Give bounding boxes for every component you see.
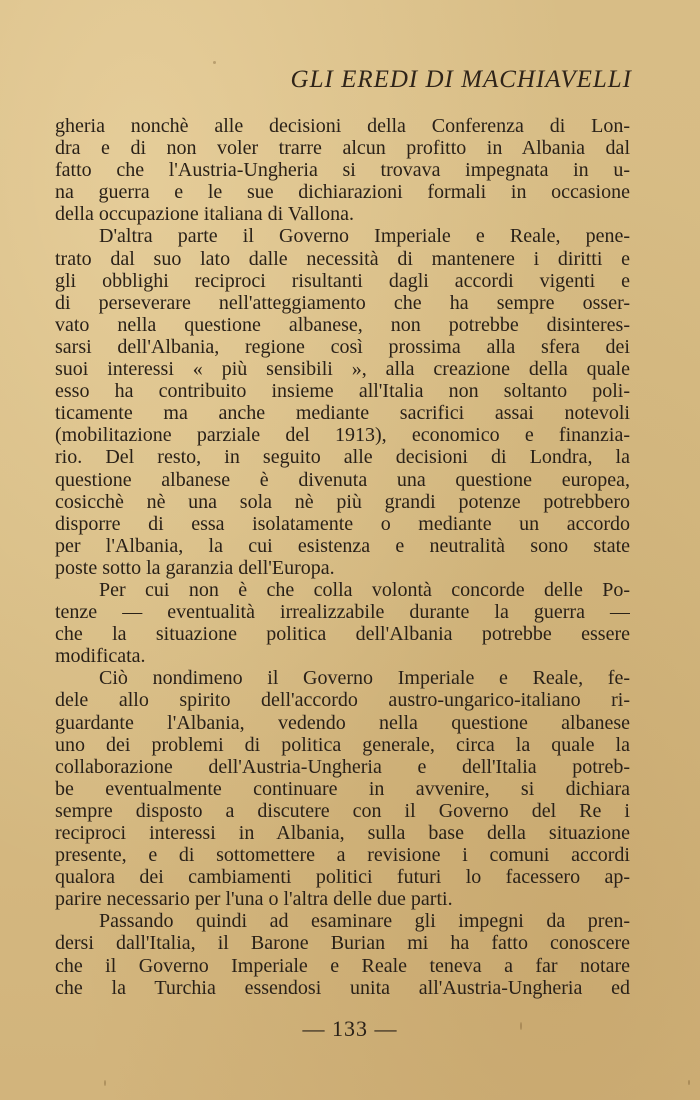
text-line: presente, e di sottomettere a revisione i comuni accordi — [55, 844, 630, 867]
paper-speck — [213, 61, 216, 64]
text-line: questione albanese è divenuta una questione europea, — [55, 468, 630, 491]
text-line: di perseverare nell'atteggiamento che ha sempre osser- — [55, 291, 630, 314]
paper-speck — [520, 1022, 522, 1030]
text-line: be eventualmente continuare in avvenire, si dichiara — [55, 777, 630, 800]
text-line: cosicchè nè una sola nè più grandi potenze potrebbero — [55, 490, 630, 513]
text-line: poste sotto la garanzia dell'Europa. — [55, 556, 335, 579]
page-number: — 133 — — [302, 1016, 398, 1041]
text-line: qualora dei cambiamenti politici futuri lo facessero ap- — [55, 866, 630, 889]
text-line: esso ha contribuito insieme all'Italia non soltanto poli- — [55, 380, 630, 403]
text-line: parire necessario per l'una o l'altra delle due parti. — [55, 888, 453, 911]
text-line: na guerra e le sue dichiarazioni formali in occasione — [55, 181, 630, 204]
text-line: suoi interessi « più sensibili », alla creazione della quale — [55, 358, 630, 381]
text-line: vato nella questione albanese, non potrebbe disinteres- — [55, 313, 630, 336]
text-line: trato dal suo lato dalle necessità di mantenere i diritti e — [55, 247, 630, 270]
text-line: guardante l'Albania, vedendo nella questione albanese — [55, 711, 630, 734]
text-line: per l'Albania, la cui esistenza e neutralità sono state — [55, 534, 630, 557]
text-line: gli obblighi reciproci risultanti dagli accordi vigenti e — [55, 269, 630, 292]
text-line: reciproci interessi in Albania, sulla base della situazione — [55, 822, 630, 844]
text-line: ticamente ma anche mediante sacrifici assai notevoli — [55, 402, 630, 425]
text-line: tenze — eventualità irrealizzabile durante la guerra — — [55, 601, 630, 624]
running-head: GLI EREDI DI MACHIAVELLI — [290, 66, 632, 93]
body-text — [55, 115, 630, 999]
text-line: della occupazione italiana di Vallona. — [55, 203, 354, 226]
paper-speck — [104, 1080, 106, 1086]
text-line: (mobilitazione parziale del 1913), economico e finanzia- — [55, 424, 630, 447]
text-line: dra e di non voler trarre alcun profitto in Albania dal — [55, 137, 630, 160]
text-line: collaborazione dell'Austria-Ungheria e dell'Italia potreb- — [55, 755, 630, 778]
text-line: Per cui non è che colla volontà concorde delle Po- — [99, 578, 630, 601]
text-line: D'altra parte il Governo Imperiale e Reale, pene- — [99, 225, 630, 248]
text-line: disporre di essa isolatamente o mediante un accordo — [55, 512, 630, 535]
text-line: sempre disposto a discutere con il Governo del Re i — [55, 799, 630, 822]
text-line: dele allo spirito dell'accordo austro-ungarico-italiano ri- — [55, 689, 630, 712]
text-line: sarsi dell'Albania, regione così prossima alla sfera dei — [55, 335, 630, 358]
text-line: fatto che l'Austria-Ungheria si trovava impegnata in u- — [55, 159, 630, 182]
text-line: dersi dall'Italia, il Barone Burian mi ha fatto conoscere — [55, 932, 630, 955]
text-line: che il Governo Imperiale e Reale teneva a far notare — [55, 954, 630, 977]
text-line: rio. Del resto, in seguito alle decisioni di Londra, la — [55, 446, 630, 469]
text-line: che la Turchia essendosi unita all'Austria-Ungheria ed — [55, 976, 630, 999]
text-line: che la situazione politica dell'Albania potrebbe essere — [55, 623, 630, 646]
text-line: Ciò nondimeno il Governo Imperiale e Reale, fe- — [99, 667, 630, 690]
text-line: modificata. — [55, 645, 146, 668]
text-line: uno dei problemi di politica generale, circa la quale la — [55, 733, 630, 756]
paper-speck — [688, 1080, 690, 1085]
text-line: gheria nonchè alle decisioni della Conferenza di Lon- — [55, 115, 630, 137]
text-line: Passando quindi ad esaminare gli impegni da pren- — [99, 910, 630, 933]
